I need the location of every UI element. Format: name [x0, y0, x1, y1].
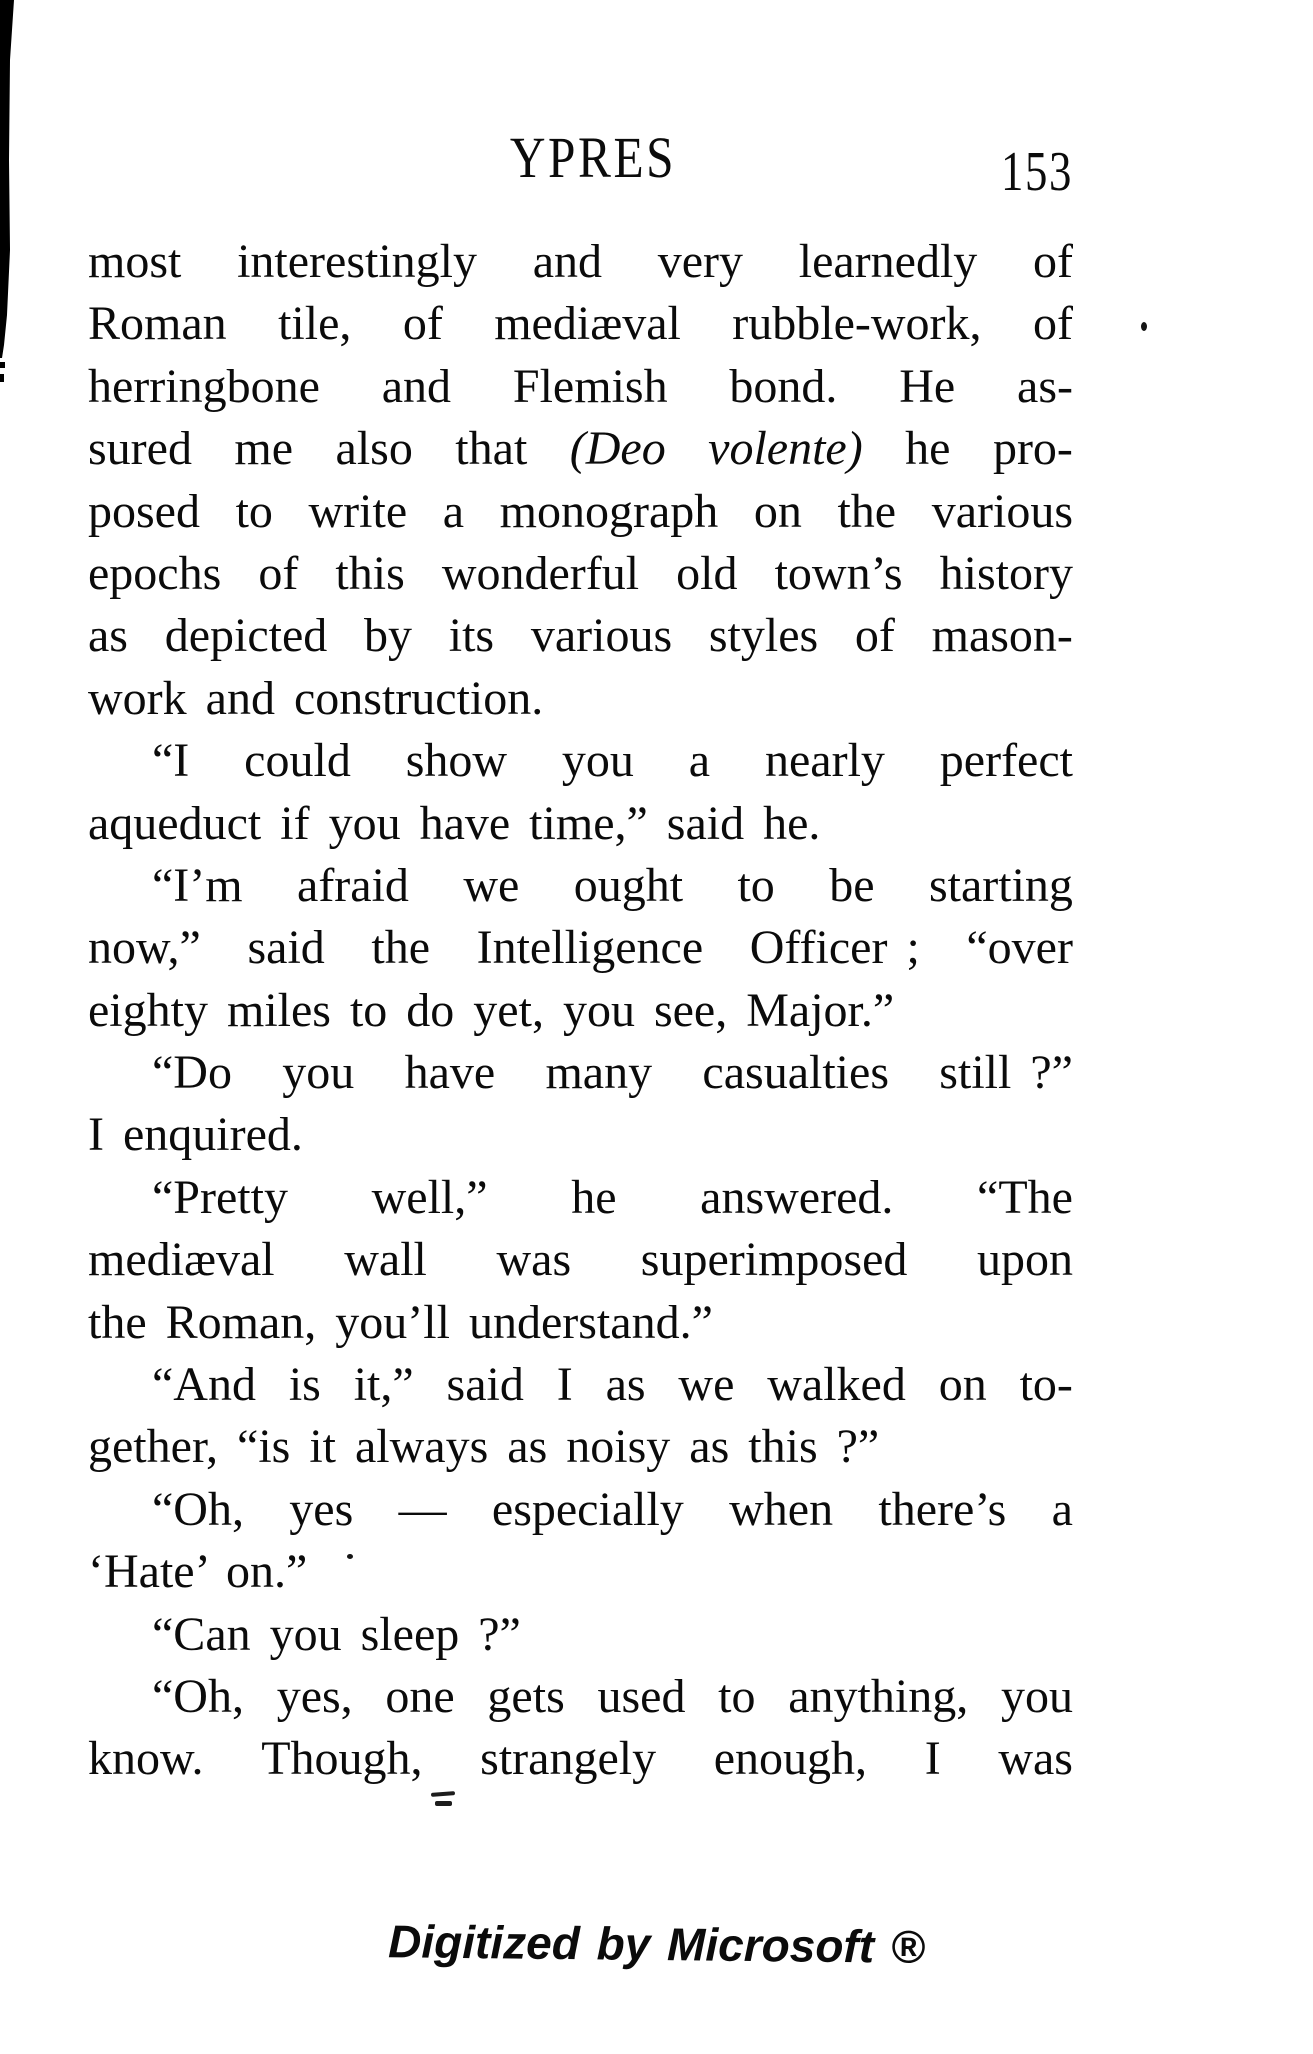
word: of	[1032, 297, 1073, 351]
word: Though,	[261, 1732, 423, 1786]
word: we	[678, 1358, 735, 1412]
word: ought	[573, 858, 684, 912]
word: this	[335, 546, 405, 600]
word: you	[282, 1046, 355, 1100]
text-line: “Can you sleep ?”	[152, 1607, 521, 1661]
word: monograph	[499, 484, 719, 538]
word: used	[597, 1669, 686, 1723]
word: tile,	[278, 297, 352, 351]
word: know.	[88, 1732, 204, 1786]
word: have	[404, 1046, 496, 1100]
text-line	[88, 855, 1073, 917]
word: of	[402, 297, 443, 351]
word: learnedly	[798, 235, 978, 288]
text-line	[88, 1042, 1073, 1104]
word: “Do	[152, 1046, 232, 1100]
word: old	[676, 546, 738, 600]
word: to-	[1019, 1358, 1073, 1412]
word: especially	[491, 1482, 684, 1536]
digitization-watermark: Digitized by Microsoft ®	[387, 1915, 926, 1973]
word: anything,	[788, 1669, 969, 1723]
text-line	[88, 231, 1073, 293]
word: walked	[767, 1358, 906, 1412]
word: Officer ;	[749, 921, 920, 975]
word: was	[496, 1233, 572, 1287]
word: that	[455, 422, 528, 476]
word: volente)	[708, 422, 863, 476]
word: its	[448, 609, 495, 663]
word: now,”	[88, 921, 201, 975]
word: styles	[708, 609, 819, 663]
text-line	[88, 1229, 1073, 1291]
scan-artifact-smudge	[431, 1791, 455, 1797]
word: I	[924, 1732, 941, 1786]
word: town’s	[774, 546, 903, 600]
word: yes	[289, 1482, 354, 1536]
text-line	[88, 481, 1073, 543]
word: of	[1033, 235, 1073, 288]
text-line	[88, 1479, 1073, 1541]
word: still ?”	[939, 1046, 1073, 1100]
word: as	[605, 1358, 646, 1412]
text-line: eighty miles to do yet, you see, Major.”	[88, 983, 895, 1037]
word: epochs	[88, 546, 222, 600]
scan-artifact-dot	[347, 1554, 353, 1559]
text-line: aqueduct if you have time,” said he.	[88, 796, 821, 850]
word: it,”	[353, 1358, 414, 1412]
word: there’s	[878, 1482, 1007, 1536]
word: Intelligence	[476, 921, 704, 975]
word: mediæval	[494, 297, 681, 351]
word: perfect	[939, 734, 1073, 788]
word: you	[1000, 1669, 1073, 1723]
word: is	[288, 1358, 321, 1412]
word: yes,	[276, 1669, 353, 1723]
page-number: 153	[1001, 141, 1073, 203]
word: a	[688, 734, 711, 788]
word: be	[829, 858, 875, 912]
word: gets	[487, 1669, 565, 1723]
scan-artifact-left-bar	[0, 0, 22, 420]
text-line	[88, 605, 1073, 667]
word: could	[244, 734, 351, 788]
word: and	[381, 359, 452, 413]
word: well,”	[371, 1170, 488, 1224]
word: mason-	[931, 609, 1073, 663]
word: and	[532, 235, 603, 288]
page-text	[88, 231, 1073, 1791]
word: he	[571, 1170, 617, 1224]
text-line: the Roman, you’ll understand.”	[88, 1295, 713, 1349]
text-line	[88, 543, 1073, 605]
word: was	[998, 1732, 1073, 1786]
word: sured	[88, 422, 192, 476]
text-line	[88, 917, 1073, 979]
word: bond.	[729, 359, 838, 413]
word: he	[905, 422, 951, 476]
word: on	[753, 484, 802, 538]
word: to	[235, 484, 273, 538]
word: show	[405, 734, 508, 788]
word: posed	[88, 484, 200, 538]
text-line	[88, 293, 1073, 355]
word: as	[88, 609, 128, 663]
scan-artifact-smudge	[435, 1801, 452, 1806]
word: to	[718, 1669, 756, 1723]
text-line	[88, 1167, 1073, 1229]
word: (Deo	[569, 422, 666, 476]
text-line	[88, 730, 1073, 792]
word: herringbone	[88, 359, 320, 413]
text-line	[88, 356, 1073, 418]
word: “Oh,	[152, 1482, 244, 1536]
word: a	[442, 484, 465, 538]
text-line	[88, 1354, 1073, 1416]
word: of	[258, 546, 299, 600]
word: “I’m	[152, 858, 243, 912]
text-line	[88, 1728, 1073, 1790]
word: superimposed	[640, 1233, 908, 1287]
word: said	[247, 921, 325, 975]
word: as-	[1017, 359, 1073, 413]
word: history	[939, 546, 1073, 600]
word: depicted	[164, 609, 328, 663]
word: on	[938, 1358, 987, 1412]
word: most	[88, 235, 182, 288]
word: the	[837, 484, 897, 538]
word: wall	[344, 1233, 427, 1287]
word: write	[308, 484, 408, 538]
word: the	[371, 921, 431, 975]
word: said	[446, 1358, 524, 1412]
word: starting	[928, 858, 1073, 912]
text-line	[88, 418, 1073, 480]
word: “Pretty	[152, 1170, 288, 1224]
word: mediæval	[88, 1233, 275, 1287]
word: by	[364, 609, 413, 663]
word: casualties	[702, 1046, 889, 1100]
word: upon	[977, 1233, 1073, 1287]
word: to	[737, 858, 775, 912]
word: one	[385, 1669, 455, 1723]
word: we	[463, 858, 520, 912]
word: “I	[152, 734, 190, 788]
text-line: work and construction.	[88, 671, 544, 725]
word: very	[657, 235, 744, 288]
word: “over	[966, 921, 1073, 975]
word: enough,	[713, 1732, 868, 1786]
word: of	[854, 609, 895, 663]
word: nearly	[764, 734, 885, 788]
scan-artifact-dot	[1141, 322, 1147, 331]
word: also	[335, 422, 413, 476]
word: strangely	[480, 1732, 657, 1786]
text-line: I enquired.	[88, 1108, 303, 1162]
word: wonderful	[441, 546, 640, 600]
word: “The	[977, 1170, 1073, 1224]
text-line	[88, 1666, 1073, 1728]
word: “And	[152, 1358, 256, 1412]
word: interestingly	[237, 235, 478, 288]
word: various	[931, 484, 1073, 538]
word: various	[530, 609, 673, 663]
word: I	[556, 1358, 573, 1412]
word: Roman	[88, 297, 227, 351]
word: when	[729, 1482, 834, 1536]
text-line: ‘Hate’ on.”	[88, 1545, 308, 1599]
word: pro-	[992, 422, 1073, 476]
word: a	[1051, 1482, 1073, 1536]
word: many	[545, 1046, 653, 1100]
word: “Oh,	[152, 1669, 244, 1723]
word: me	[234, 422, 294, 476]
text-line: gether, “is it always as noisy as this ?”	[88, 1420, 880, 1474]
word: —	[398, 1482, 447, 1536]
word: you	[561, 734, 634, 788]
word: answered.	[700, 1170, 894, 1224]
word: rubble-work,	[732, 297, 982, 351]
word: He	[899, 359, 956, 413]
word: Flemish	[512, 359, 668, 413]
running-header-title: YPRES	[509, 125, 677, 190]
word: afraid	[297, 858, 409, 912]
